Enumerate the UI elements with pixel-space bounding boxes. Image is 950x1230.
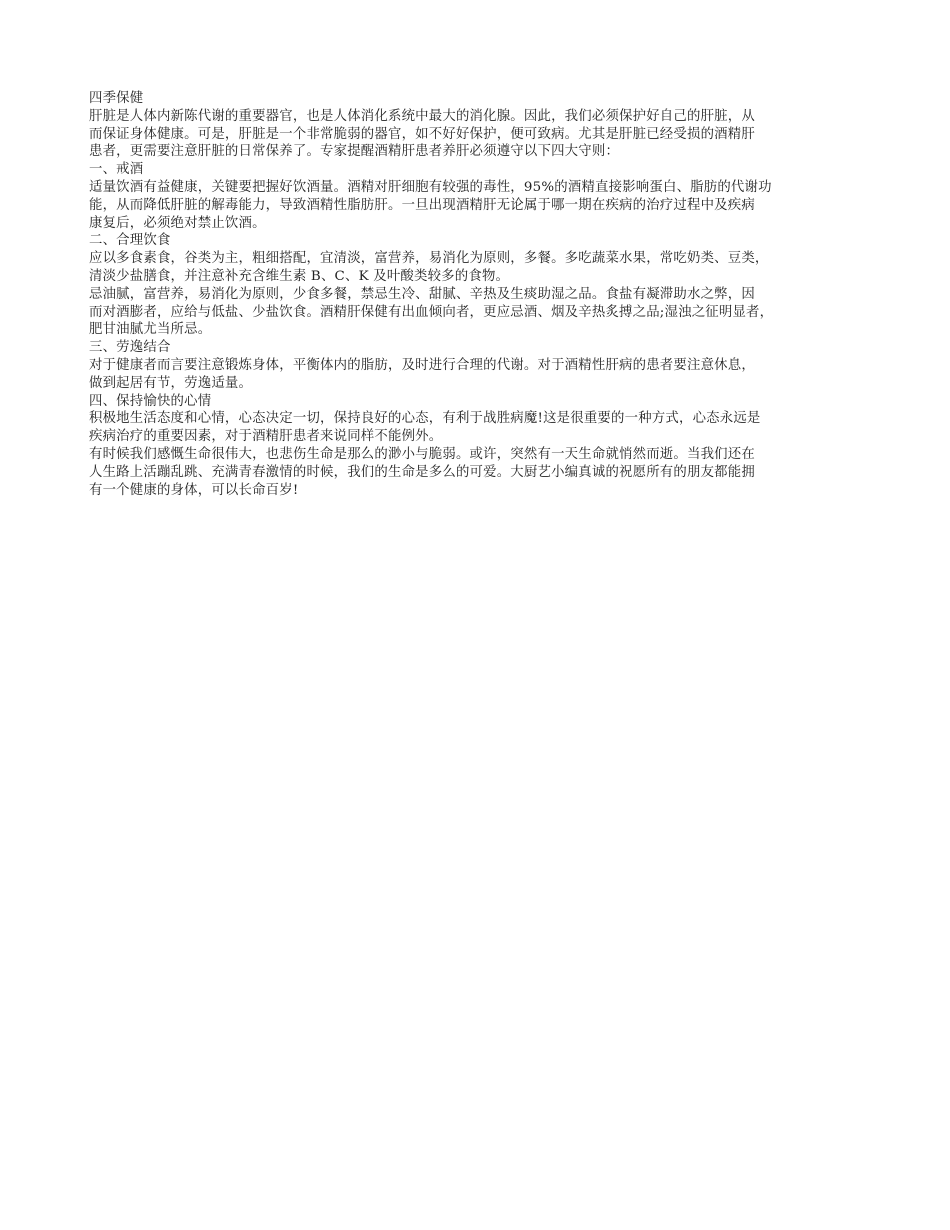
paragraph-line: 康复后，必须绝对禁止饮酒。	[89, 215, 266, 231]
paragraph-line: 对于健康者而言要注意锻炼身体，平衡体内的脂肪，及时进行合理的代谢。对于酒精性肝病的患者要注意休息，	[89, 357, 755, 373]
section-heading-quit-drinking: 一、戒酒	[89, 162, 144, 178]
closing-line: 有时候我们感慨生命很伟大，也悲伤生命是那么的渺小与脆弱。或许，突然有一天生命就悄然而逝。当我们还在	[89, 446, 755, 462]
paragraph-line: 而对酒膨者，应给与低盐、少盐饮食。酒精肝保健有出血倾向者，更应忌酒、烟及辛热炙搏之品;湿浊之征明显者，	[89, 304, 774, 320]
paragraph-line: 适量饮酒有益健康，关键要把握好饮酒量。酒精对肝细胞有较强的毒性，95%的酒精直接影响蛋白、脂肪的代谢功	[89, 179, 772, 195]
intro-line: 肝脏是人体内新陈代谢的重要器官，也是人体消化系统中最大的消化腺。因此，我们必须保护好自己的肝脏，从	[89, 108, 755, 124]
document-title: 四季保健	[89, 91, 144, 106]
intro-line: 而保证身体健康。可是，肝脏是一个非常脆弱的器官，如不好好保护，便可致病。尤其是肝脏已经受损的酒精肝	[89, 126, 755, 142]
paragraph-line: 清淡少盐膳食，并注意补充含维生素 B、C、K 及叶酸类较多的食物。	[89, 268, 510, 284]
section-heading-mood: 四、保持愉快的心情	[89, 393, 212, 409]
paragraph-line: 疾病治疗的重要因素，对于酒精肝患者来说同样不能例外。	[89, 429, 443, 445]
paragraph-line: 做到起居有节，劳逸适量。	[89, 375, 253, 391]
paragraph-line: 忌油腻，富营养，易消化为原则，少食多餐，禁忌生冷、甜腻、辛热及生痰助湿之品。食盐有凝滞助水之弊，因	[89, 286, 755, 302]
paragraph-line: 能，从而降低肝脏的解毒能力，导致酒精性脂肪肝。一旦出现酒精肝无论属于哪一期在疾病的治疗过程中及疾病	[89, 197, 755, 213]
section-heading-rest: 三、劳逸结合	[89, 340, 171, 356]
closing-line: 人生路上活蹦乱跳、充满青春激情的时候，我们的生命是多么的可爱。大厨艺小编真诚的祝愿所有的朋友都能拥	[89, 464, 755, 480]
document-body	[89, 90, 869, 499]
section-heading-diet: 二、合理饮食	[89, 233, 171, 249]
paragraph-line: 积极地生活态度和心情，心态决定一切，保持良好的心态，有利于战胜病魔!这是很重要的一种方式，心态永远是	[89, 411, 761, 427]
paragraph-line: 肥甘油腻尤当所忌。	[89, 322, 212, 338]
paragraph-line: 应以多食素食，谷类为主，粗细搭配，宜清淡，富营养，易消化为原则，多餐。多吃蔬菜水果，常吃奶类、豆类，	[89, 251, 769, 267]
intro-line: 患者，更需要注意肝脏的日常保养了。专家提醒酒精肝患者养肝必须遵守以下四大守则：	[89, 144, 620, 160]
closing-line: 有一个健康的身体，可以长命百岁!	[89, 482, 299, 498]
